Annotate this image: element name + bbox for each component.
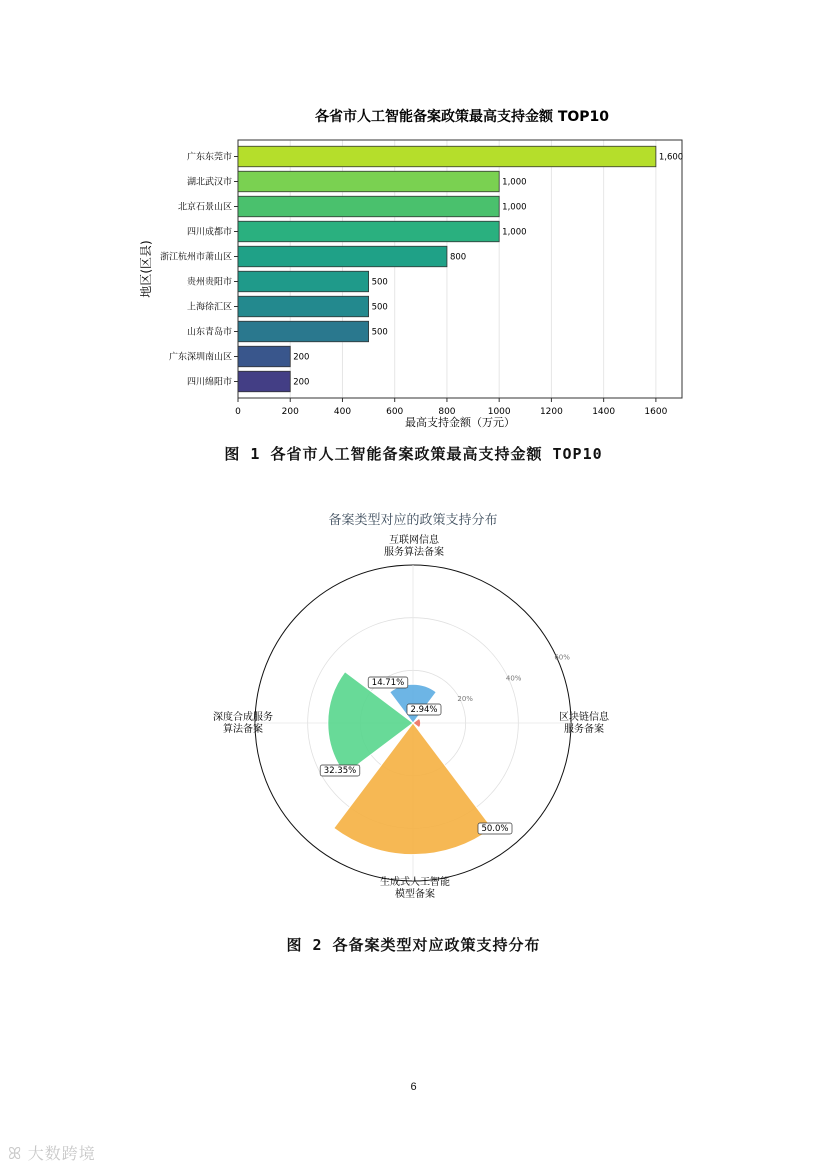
bar-value-label: 1,000 — [502, 177, 527, 188]
page-number: 6 — [410, 1081, 417, 1093]
bar-x-tick-label: 1000 — [487, 407, 511, 417]
bar-y-axis-label: 地区(区县) — [139, 240, 153, 298]
bar — [238, 171, 499, 192]
figure-1-caption: 图 1 各省市人工智能备案政策最高支持金额 TOP10 — [224, 445, 603, 463]
bar-x-tick-label: 400 — [333, 407, 352, 417]
watermark-icon: ꕤ — [8, 1146, 23, 1163]
bar-x-tick-label: 600 — [386, 407, 404, 417]
bar — [238, 321, 369, 342]
polar-value-label-text: 14.71% — [371, 678, 405, 688]
bar — [238, 271, 369, 292]
bar-value-label: 200 — [293, 377, 310, 388]
bar-x-tick-label: 1200 — [539, 407, 563, 417]
polar-value-label — [320, 765, 360, 776]
bar-y-tick-label: 广东深圳南山区 — [168, 352, 232, 363]
bar-x-tick-label: 800 — [438, 407, 456, 417]
polar-value-label — [368, 677, 408, 688]
bar — [238, 296, 369, 317]
watermark-text: 大数跨境 — [27, 1146, 96, 1163]
bar-marks — [238, 146, 683, 392]
bar-value-label: 500 — [371, 277, 388, 288]
bar-x-tick-label: 200 — [281, 407, 299, 417]
bar — [238, 196, 499, 217]
bar-x-axis-label: 最高支持金额（万元） — [405, 416, 515, 429]
bar-x-tick-label: 0 — [235, 407, 241, 417]
bar-y-tick-label: 广东东莞市 — [186, 152, 232, 163]
polar-chart-title: 备案类型对应的政策支持分布 — [328, 513, 498, 528]
figure-2-caption: 图 2 各备案类型对应政策支持分布 — [286, 936, 541, 954]
polar-value-label — [407, 704, 441, 715]
polar-value-label-text: 50.0% — [481, 824, 509, 834]
bar-y-tick-label: 四川绵阳市 — [186, 377, 232, 388]
polar-value-label — [478, 823, 512, 834]
bar-value-label: 200 — [293, 352, 310, 363]
polar-category-label: 生成式人工智能模型备案 — [380, 877, 450, 900]
polar-value-label-text: 2.94% — [410, 705, 438, 715]
polar-category-label: 区块链信息服务备案 — [559, 712, 609, 735]
bar-value-label: 1,000 — [502, 227, 527, 238]
bar-y-tick-label: 贵州贵阳市 — [186, 277, 232, 288]
bar — [238, 346, 290, 367]
bar-chart — [120, 95, 720, 435]
bar — [238, 221, 499, 242]
bar-y-tick-label: 浙江杭州市萧山区 — [159, 252, 232, 263]
bar-chart-title: 各省市人工智能备案政策最高支持金额 TOP10 — [314, 109, 610, 125]
bar — [238, 246, 447, 267]
bar-value-label: 500 — [371, 327, 388, 338]
bar-x-tick-label: 1400 — [592, 407, 616, 417]
polar-r-tick-label: 20% — [457, 694, 473, 703]
polar-category-label: 互联网信息服务算法备案 — [384, 535, 444, 558]
bar-value-label: 500 — [371, 302, 388, 313]
polar-r-tick-label: 40% — [505, 674, 522, 683]
bar-y-tick-label: 上海徐汇区 — [186, 302, 232, 313]
polar-value-label-text: 32.35% — [323, 766, 357, 776]
bar-value-label: 800 — [449, 252, 467, 263]
bar-value-label: 1,600 — [658, 152, 684, 163]
polar-r-tick-label: 60% — [554, 653, 570, 662]
bar-x-tick-label: 1600 — [644, 407, 668, 417]
bar-y-ticks — [160, 151, 238, 388]
bar — [238, 371, 290, 392]
polar-chart — [200, 500, 630, 915]
bar-value-label: 1,000 — [502, 202, 527, 213]
bar-y-tick-label: 山东青岛市 — [186, 327, 232, 338]
bar-y-tick-label: 四川成都市 — [186, 227, 232, 238]
watermark — [8, 1141, 96, 1164]
bar-y-tick-label: 北京石景山区 — [177, 202, 232, 213]
bar — [238, 146, 656, 167]
polar-category-label: 深度合成服务算法备案 — [213, 712, 273, 735]
bar-y-tick-label: 湖北武汉市 — [186, 177, 232, 188]
polar-r-ticks — [457, 654, 570, 703]
bar-x-ticks — [235, 398, 667, 417]
